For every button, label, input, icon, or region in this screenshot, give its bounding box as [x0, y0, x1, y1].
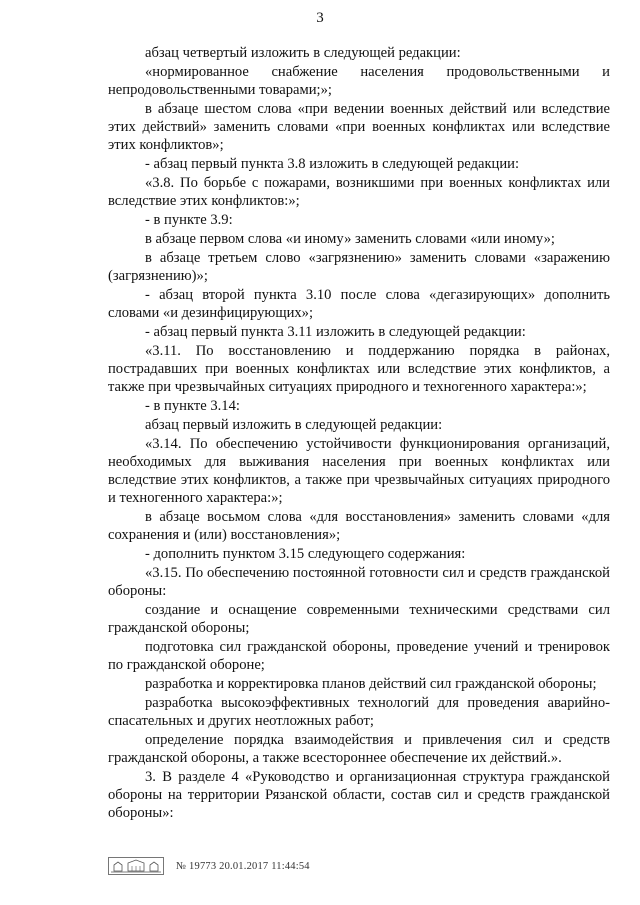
paragraph: разработка и корректировка планов действий сил гражданской обороны;	[145, 676, 597, 692]
paragraph: - абзац второй пункта 3.10 после слова «дегазирующих» дополнить словами «и дезинфицирующих»;	[108, 287, 610, 321]
paragraph: - в пункте 3.14:	[145, 398, 240, 414]
paragraph: в абзаце восьмом слова «для восстановления» заменить словами «для сохранения и (или) восстановления»;	[108, 509, 610, 543]
paragraph: абзац первый изложить в следующей редакции:	[145, 417, 443, 433]
paragraph: 3. В разделе 4 «Руководство и организационная структура гражданской обороны на территории Рязанской области, состав сил и средств гражданской обороны»:	[108, 769, 610, 821]
paragraph: «нормированное снабжение населения продовольственными и непродовольственными товарами;»;	[108, 64, 610, 98]
registry-stamp-icon	[108, 857, 164, 875]
paragraph: - в пункте 3.9:	[145, 212, 233, 228]
paragraph: разработка высокоэффективных технологий для проведения аварийно-спасательных и других неотложных работ;	[108, 695, 610, 729]
page-number: 3	[316, 10, 324, 26]
paragraph: определение порядка взаимодействия и привлечения сил и средств гражданской обороны, а также всестороннее обеспечение их действий.».	[108, 732, 610, 766]
paragraph: создание и оснащение современными техническими средствами сил гражданской обороны;	[108, 602, 610, 636]
paragraph: в абзаце третьем слово «загрязнению» заменить словами «заражению (загрязнению)»;	[108, 250, 610, 284]
registration-number: № 19773 20.01.2017 11:44:54	[176, 860, 310, 872]
paragraph: - дополнить пунктом 3.15 следующего содержания:	[145, 546, 466, 562]
paragraph: «3.15. По обеспечению постоянной готовности сил и средств гражданской обороны:	[108, 565, 610, 599]
paragraph: в абзаце шестом слова «при ведении военных действий или вследствие этих действий» заменить словами «при военных конфликтах или вследствие этих конфликтов»;	[108, 101, 610, 153]
paragraph: - абзац первый пункта 3.8 изложить в следующей редакции:	[145, 156, 520, 172]
paragraph: абзац четвертый изложить в следующей редакции:	[145, 45, 461, 61]
paragraph: «3.11. По восстановлению и поддержанию порядка в районах, пострадавших при военных конфликтах или вследствие этих конфликтов, а также при чрезвычайных ситуациях природного и техногенного характера:»;	[108, 343, 610, 395]
paragraph: подготовка сил гражданской обороны, проведение учений и тренировок по гражданской обороне;	[108, 639, 610, 673]
paragraph: «3.14. По обеспечению устойчивости функционирования организаций, необходимых для выживания населения при военных конфликтах или вследствие этих конфликтов, а также при чрезвычайных ситуациях природного и техногенного характера:»;	[108, 436, 610, 506]
paragraph: - абзац первый пункта 3.11 изложить в следующей редакции:	[145, 324, 526, 340]
paragraph: в абзаце первом слова «и иному» заменить словами «или иному»;	[145, 231, 555, 247]
document-body	[108, 44, 610, 823]
registration-footer	[108, 857, 310, 875]
paragraph: «3.8. По борьбе с пожарами, возникшими при военных конфликтах или вследствие этих конфликтов:»;	[108, 175, 610, 209]
